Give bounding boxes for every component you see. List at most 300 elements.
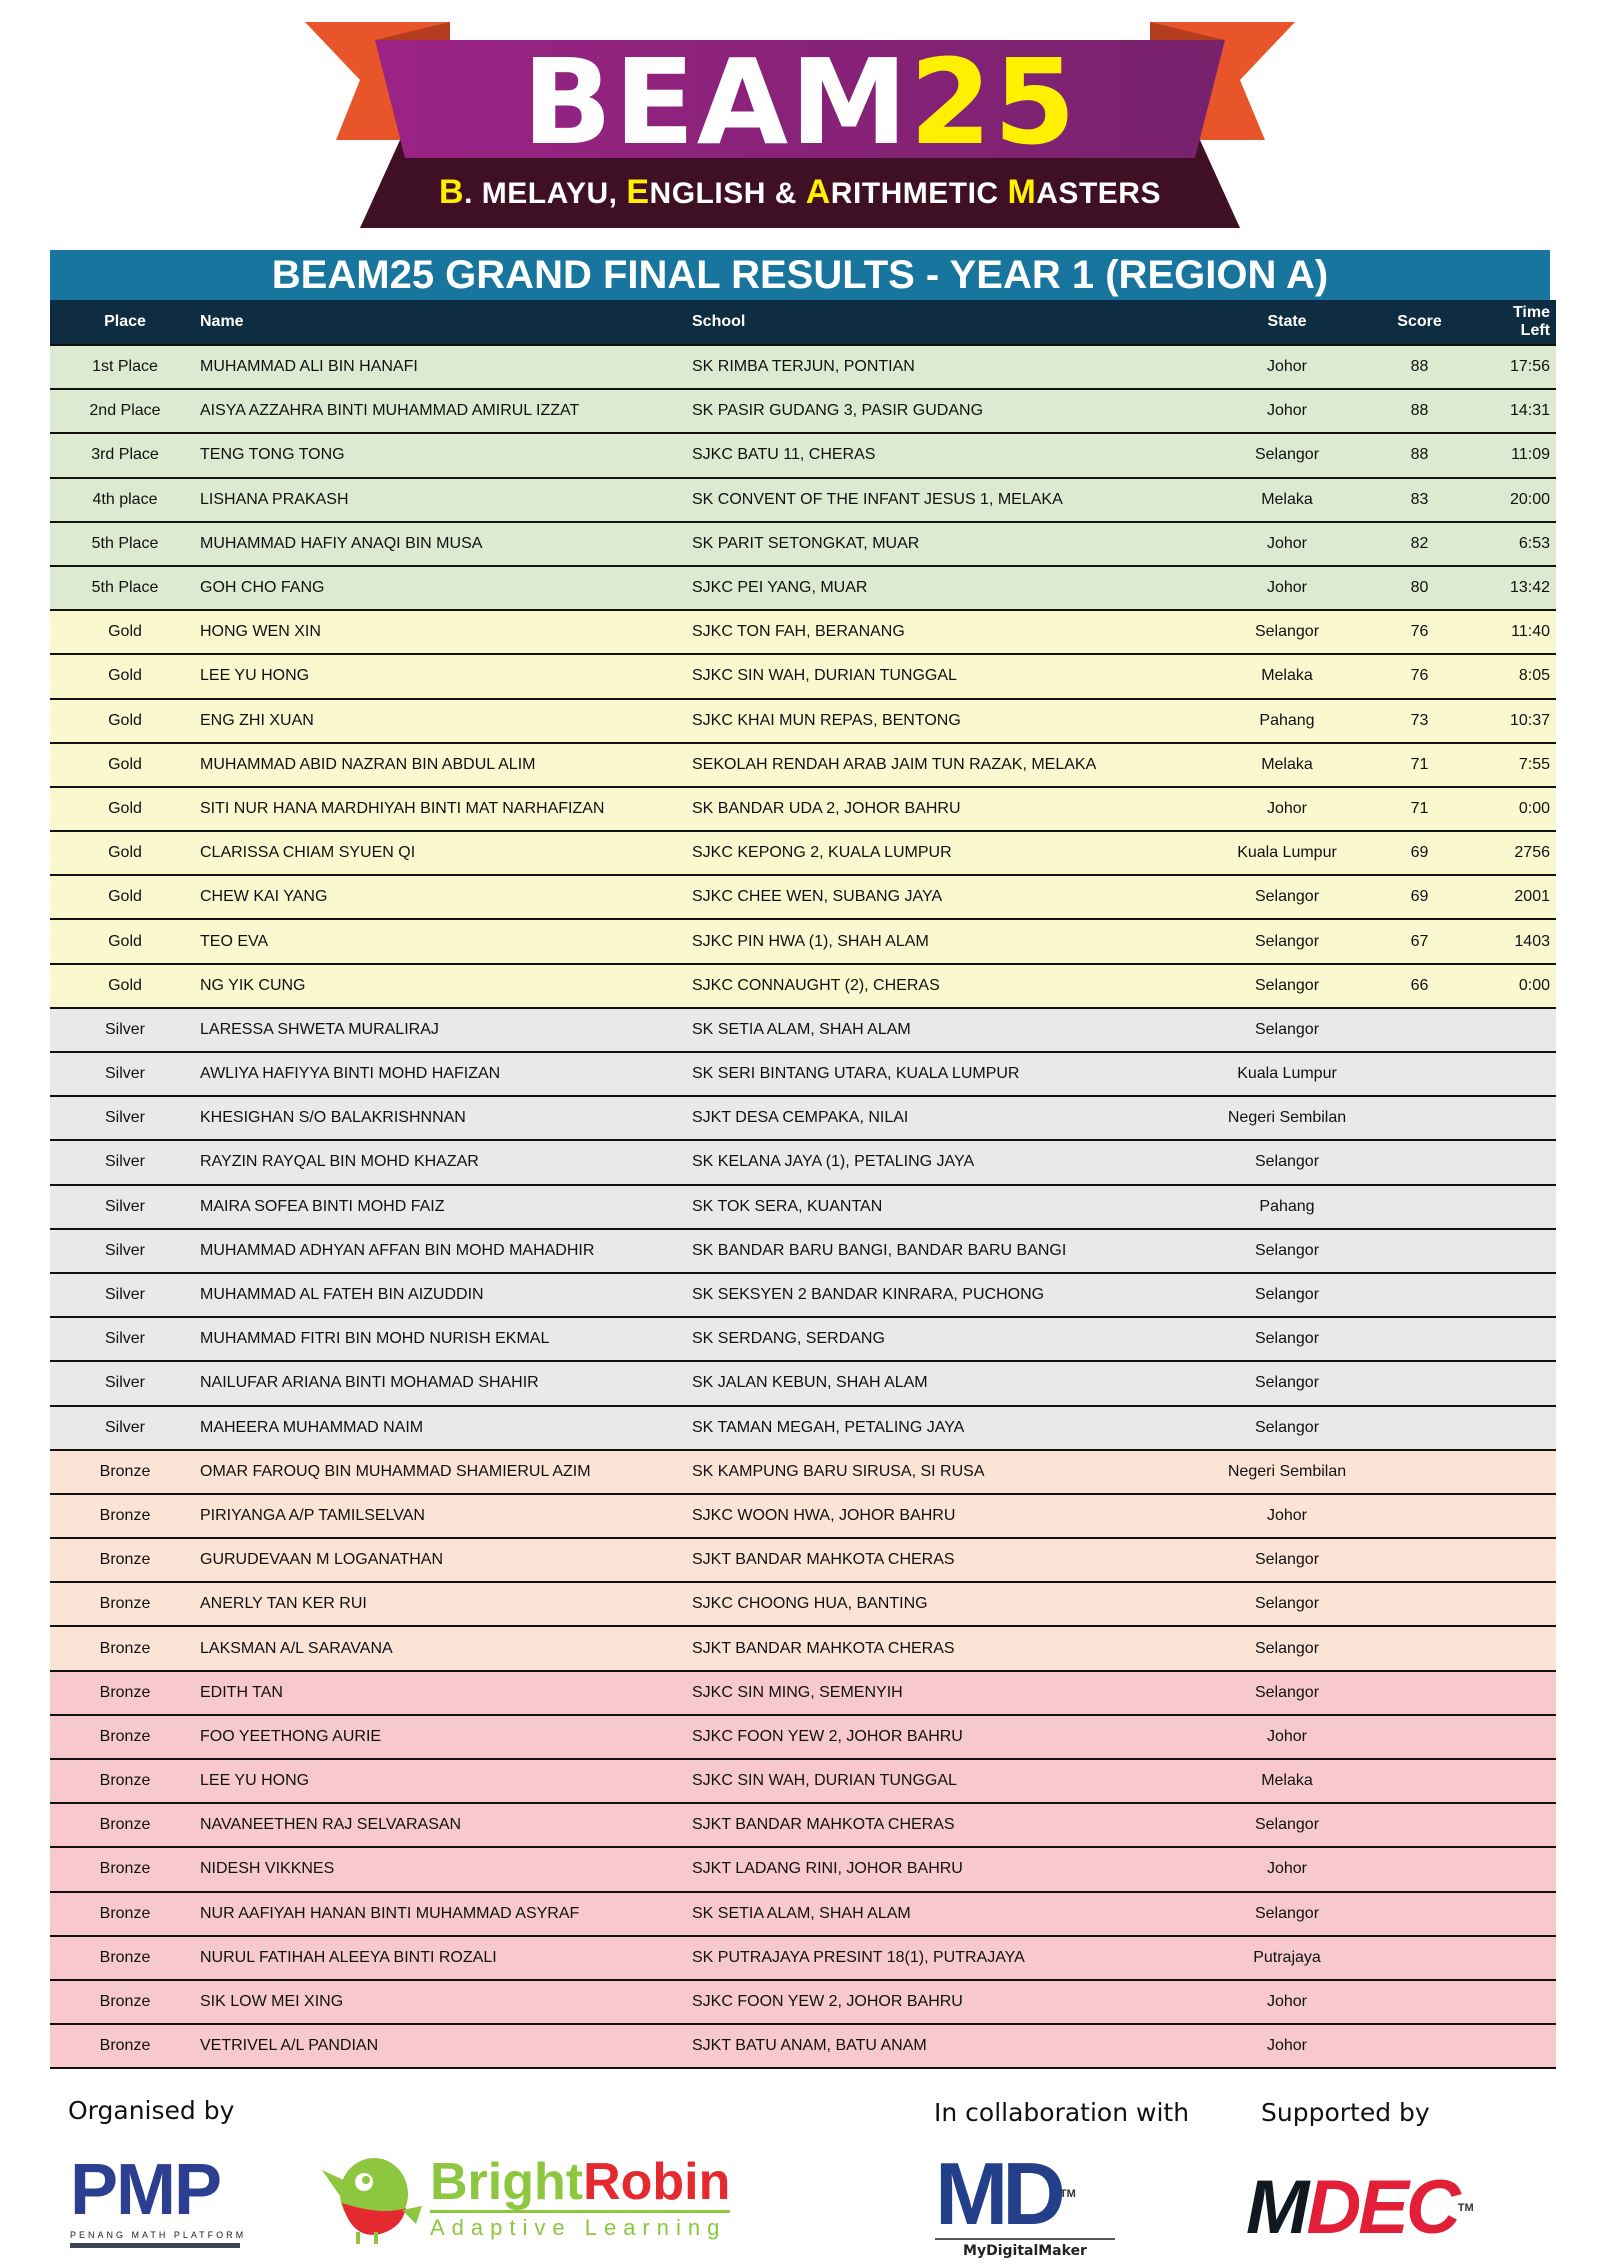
cell-time-left	[1482, 1317, 1556, 1361]
cell-place: Gold	[50, 654, 200, 698]
cell-place: 1st Place	[50, 345, 200, 389]
cell-place: Bronze	[50, 1892, 200, 1936]
table-row	[50, 1494, 1556, 1538]
cell-school: SJKC PEI YANG, MUAR	[692, 566, 1217, 610]
cell-school: SJKT BANDAR MAHKOTA CHERAS	[692, 1538, 1217, 1582]
collaboration-label: In collaboration with	[934, 2098, 1190, 2127]
cell-state: Selangor	[1217, 1140, 1357, 1184]
cell-state: Johor	[1217, 2024, 1357, 2068]
cell-place: Bronze	[50, 1626, 200, 1670]
cell-time-left: 0:00	[1482, 964, 1556, 1008]
cell-school: SK PASIR GUDANG 3, PASIR GUDANG	[692, 389, 1217, 433]
cell-name: MUHAMMAD ADHYAN AFFAN BIN MOHD MAHADHIR	[200, 1229, 692, 1273]
mydigitalmaker-logo	[935, 2144, 1115, 2259]
cell-state: Melaka	[1217, 654, 1357, 698]
cell-place: Bronze	[50, 1538, 200, 1582]
cell-state: Johor	[1217, 1980, 1357, 2024]
cell-place: Silver	[50, 1096, 200, 1140]
cell-place: 2nd Place	[50, 389, 200, 433]
cell-name: MUHAMMAD FITRI BIN MOHD NURISH EKMAL	[200, 1317, 692, 1361]
cell-place: Silver	[50, 1008, 200, 1052]
cell-state: Johor	[1217, 566, 1357, 610]
subtitle-initial: B	[439, 173, 465, 211]
cell-name: SIK LOW MEI XING	[200, 1980, 692, 2024]
cell-school: SJKT BANDAR MAHKOTA CHERAS	[692, 1626, 1217, 1670]
cell-time-left: 2001	[1482, 875, 1556, 919]
cell-time-left: 7:55	[1482, 743, 1556, 787]
table-row	[50, 1671, 1556, 1715]
mdec-trademark: TM	[1457, 2202, 1474, 2214]
cell-score: 69	[1357, 875, 1482, 919]
table-header-row	[50, 300, 1556, 345]
cell-score: 88	[1357, 345, 1482, 389]
cell-name: NIDESH VIKKNES	[200, 1847, 692, 1891]
pmp-logo	[70, 2150, 247, 2248]
table-row	[50, 345, 1556, 389]
table-row	[50, 1626, 1556, 1670]
cell-score: 67	[1357, 919, 1482, 963]
cell-place: Bronze	[50, 1582, 200, 1626]
cell-name: NAILUFAR ARIANA BINTI MOHAMAD SHAHIR	[200, 1361, 692, 1405]
cell-school: SJKT BANDAR MAHKOTA CHERAS	[692, 1803, 1217, 1847]
banner-subtitle	[300, 174, 1300, 212]
cell-score: 71	[1357, 787, 1482, 831]
table-row	[50, 1361, 1556, 1405]
cell-score	[1357, 1494, 1482, 1538]
cell-name: MAHEERA MUHAMMAD NAIM	[200, 1406, 692, 1450]
cell-place: 3rd Place	[50, 433, 200, 477]
cell-time-left	[1482, 1582, 1556, 1626]
cell-state: Johor	[1217, 1494, 1357, 1538]
cell-name: AWLIYA HAFIYYA BINTI MOHD HAFIZAN	[200, 1052, 692, 1096]
cell-place: Silver	[50, 1317, 200, 1361]
cell-place: Silver	[50, 1052, 200, 1096]
cell-time-left: 20:00	[1482, 478, 1556, 522]
cell-school: SK BANDAR BARU BANGI, BANDAR BARU BANGI	[692, 1229, 1217, 1273]
cell-score: 76	[1357, 610, 1482, 654]
cell-name: OMAR FAROUQ BIN MUHAMMAD SHAMIERUL AZIM	[200, 1450, 692, 1494]
cell-place: Silver	[50, 1229, 200, 1273]
cell-place: 5th Place	[50, 522, 200, 566]
brightrobin-bright: Bright	[430, 2153, 584, 2211]
cell-score	[1357, 1847, 1482, 1891]
cell-score	[1357, 1450, 1482, 1494]
table-row	[50, 1052, 1556, 1096]
cell-name: TENG TONG TONG	[200, 433, 692, 477]
cell-state: Johor	[1217, 1847, 1357, 1891]
cell-school: SJKC FOON YEW 2, JOHOR BAHRU	[692, 1715, 1217, 1759]
cell-time-left	[1482, 1096, 1556, 1140]
cell-school: SK SERDANG, SERDANG	[692, 1317, 1217, 1361]
subtitle-initial: E	[626, 173, 650, 211]
cell-score	[1357, 1096, 1482, 1140]
cell-state: Selangor	[1217, 1626, 1357, 1670]
cell-state: Johor	[1217, 1715, 1357, 1759]
cell-name: NAVANEETHEN RAJ SELVARASAN	[200, 1803, 692, 1847]
table-row	[50, 654, 1556, 698]
cell-score	[1357, 1361, 1482, 1405]
cell-score: 80	[1357, 566, 1482, 610]
cell-time-left: 0:00	[1482, 787, 1556, 831]
cell-school: SK KELANA JAYA (1), PETALING JAYA	[692, 1140, 1217, 1184]
cell-place: 4th place	[50, 478, 200, 522]
cell-state: Pahang	[1217, 1185, 1357, 1229]
cell-time-left: 1403	[1482, 919, 1556, 963]
cell-time-left	[1482, 1406, 1556, 1450]
cell-school: SK TAMAN MEGAH, PETALING JAYA	[692, 1406, 1217, 1450]
md-logo-subtitle: MyDigitalMaker	[935, 2238, 1115, 2259]
table-row	[50, 831, 1556, 875]
cell-school: SJKT LADANG RINI, JOHOR BAHRU	[692, 1847, 1217, 1891]
header-place: Place	[50, 300, 200, 345]
cell-time-left	[1482, 1450, 1556, 1494]
cell-place: Gold	[50, 831, 200, 875]
cell-time-left	[1482, 1892, 1556, 1936]
header-time-left: Time Left	[1482, 300, 1556, 345]
cell-score: 83	[1357, 478, 1482, 522]
cell-place: Bronze	[50, 1980, 200, 2024]
cell-time-left	[1482, 1715, 1556, 1759]
table-row	[50, 1096, 1556, 1140]
cell-time-left	[1482, 1803, 1556, 1847]
cell-state: Negeri Sembilan	[1217, 1450, 1357, 1494]
cell-score	[1357, 1052, 1482, 1096]
cell-school: SK PARIT SETONGKAT, MUAR	[692, 522, 1217, 566]
cell-name: VETRIVEL A/L PANDIAN	[200, 2024, 692, 2068]
cell-score	[1357, 1715, 1482, 1759]
cell-state: Melaka	[1217, 743, 1357, 787]
table-row	[50, 2024, 1556, 2068]
table-row	[50, 1538, 1556, 1582]
cell-place: Bronze	[50, 1936, 200, 1980]
table-row	[50, 1406, 1556, 1450]
cell-score: 71	[1357, 743, 1482, 787]
table-row	[50, 1185, 1556, 1229]
cell-name: CLARISSA CHIAM SYUEN QI	[200, 831, 692, 875]
table-row	[50, 919, 1556, 963]
cell-name: TEO EVA	[200, 919, 692, 963]
cell-name: HONG WEN XIN	[200, 610, 692, 654]
cell-state: Johor	[1217, 522, 1357, 566]
robin-bird-icon	[322, 2148, 422, 2248]
cell-school: SJKC CHOONG HUA, BANTING	[692, 1582, 1217, 1626]
subtitle-initial: A	[805, 173, 831, 211]
cell-time-left	[1482, 1185, 1556, 1229]
table-row	[50, 566, 1556, 610]
cell-state: Selangor	[1217, 433, 1357, 477]
cell-state: Selangor	[1217, 1892, 1357, 1936]
subtitle-text: RITHMETIC	[830, 177, 1008, 210]
table-row	[50, 1715, 1556, 1759]
cell-state: Kuala Lumpur	[1217, 831, 1357, 875]
md-letters: MD	[935, 2144, 1060, 2243]
cell-school: SEKOLAH RENDAH ARAB JAIM TUN RAZAK, MELAKA	[692, 743, 1217, 787]
cell-name: NURUL FATIHAH ALEEYA BINTI ROZALI	[200, 1936, 692, 1980]
cell-time-left	[1482, 1008, 1556, 1052]
cell-name: MUHAMMAD ABID NAZRAN BIN ABDUL ALIM	[200, 743, 692, 787]
cell-school: SK SEKSYEN 2 BANDAR KINRARA, PUCHONG	[692, 1273, 1217, 1317]
cell-place: Gold	[50, 875, 200, 919]
cell-name: NUR AAFIYAH HANAN BINTI MUHAMMAD ASYRAF	[200, 1892, 692, 1936]
cell-school: SK SETIA ALAM, SHAH ALAM	[692, 1892, 1217, 1936]
cell-place: Gold	[50, 610, 200, 654]
organised-by-label: Organised by	[68, 2096, 235, 2125]
table-row	[50, 875, 1556, 919]
cell-school: SJKC SIN WAH, DURIAN TUNGGAL	[692, 1759, 1217, 1803]
cell-state: Negeri Sembilan	[1217, 1096, 1357, 1140]
cell-place: Gold	[50, 743, 200, 787]
cell-state: Kuala Lumpur	[1217, 1052, 1357, 1096]
subtitle-initial: M	[1007, 173, 1037, 211]
cell-name: KHESIGHAN S/O BALAKRISHNNAN	[200, 1096, 692, 1140]
table-row	[50, 1847, 1556, 1891]
cell-name: RAYZIN RAYQAL BIN MOHD KHAZAR	[200, 1140, 692, 1184]
cell-name: CHEW KAI YANG	[200, 875, 692, 919]
cell-name: LISHANA PRAKASH	[200, 478, 692, 522]
cell-school: SK SERI BINTANG UTARA, KUALA LUMPUR	[692, 1052, 1217, 1096]
cell-state: Selangor	[1217, 610, 1357, 654]
cell-school: SJKC CHEE WEN, SUBANG JAYA	[692, 875, 1217, 919]
pmp-logo-bar	[70, 2243, 240, 2248]
table-row	[50, 1317, 1556, 1361]
table-row	[50, 1980, 1556, 2024]
cell-score: 88	[1357, 433, 1482, 477]
cell-name: LAKSMAN A/L SARAVANA	[200, 1626, 692, 1670]
cell-state: Johor	[1217, 787, 1357, 831]
table-row	[50, 1140, 1556, 1184]
cell-place: Gold	[50, 919, 200, 963]
cell-time-left	[1482, 2024, 1556, 2068]
header-name: Name	[200, 300, 692, 345]
cell-place: 5th Place	[50, 566, 200, 610]
table-row	[50, 478, 1556, 522]
cell-state: Selangor	[1217, 1803, 1357, 1847]
cell-name: FOO YEETHONG AURIE	[200, 1715, 692, 1759]
table-row	[50, 1759, 1556, 1803]
cell-name: LEE YU HONG	[200, 654, 692, 698]
cell-place: Silver	[50, 1361, 200, 1405]
cell-time-left	[1482, 1936, 1556, 1980]
cell-score	[1357, 1759, 1482, 1803]
cell-time-left	[1482, 1494, 1556, 1538]
table-row	[50, 610, 1556, 654]
cell-time-left	[1482, 1538, 1556, 1582]
cell-name: AISYA AZZAHRA BINTI MUHAMMAD AMIRUL IZZAT	[200, 389, 692, 433]
header-school: School	[692, 300, 1217, 345]
table-row	[50, 1008, 1556, 1052]
pmp-logo-letters: PMP	[70, 2150, 221, 2230]
cell-place: Bronze	[50, 1671, 200, 1715]
cell-place: Bronze	[50, 1803, 200, 1847]
table-row	[50, 1273, 1556, 1317]
cell-school: SJKC FOON YEW 2, JOHOR BAHRU	[692, 1980, 1217, 2024]
cell-name: GOH CHO FANG	[200, 566, 692, 610]
cell-place: Silver	[50, 1273, 200, 1317]
md-trademark: TM	[1059, 2188, 1076, 2200]
cell-state: Selangor	[1217, 1538, 1357, 1582]
cell-school: SJKC TON FAH, BERANANG	[692, 610, 1217, 654]
cell-score	[1357, 1273, 1482, 1317]
cell-school: SJKC CONNAUGHT (2), CHERAS	[692, 964, 1217, 1008]
cell-score	[1357, 1317, 1482, 1361]
cell-name: MAIRA SOFEA BINTI MOHD FAIZ	[200, 1185, 692, 1229]
cell-school: SK JALAN KEBUN, SHAH ALAM	[692, 1361, 1217, 1405]
cell-score	[1357, 1626, 1482, 1670]
md-logo-letters	[935, 2144, 1115, 2243]
cell-name: GURUDEVAAN M LOGANATHAN	[200, 1538, 692, 1582]
cell-place: Bronze	[50, 1715, 200, 1759]
cell-school: SK PUTRAJAYA PRESINT 18(1), PUTRAJAYA	[692, 1936, 1217, 1980]
cell-place: Bronze	[50, 2024, 200, 2068]
cell-time-left	[1482, 1671, 1556, 1715]
cell-state: Selangor	[1217, 1008, 1357, 1052]
table-row	[50, 433, 1556, 477]
cell-name: ENG ZHI XUAN	[200, 699, 692, 743]
cell-place: Gold	[50, 787, 200, 831]
cell-school: SK KAMPUNG BARU SIRUSA, SI RUSA	[692, 1450, 1217, 1494]
table-row	[50, 787, 1556, 831]
cell-place: Bronze	[50, 1847, 200, 1891]
cell-school: SK BANDAR UDA 2, JOHOR BAHRU	[692, 787, 1217, 831]
results-table	[50, 300, 1556, 2069]
cell-name: PIRIYANGA A/P TAMILSELVAN	[200, 1494, 692, 1538]
title-beam: BEAM	[522, 33, 910, 171]
cell-score	[1357, 1671, 1482, 1715]
subtitle-text: . MELAYU,	[464, 177, 627, 210]
table-row	[50, 743, 1556, 787]
cell-score	[1357, 1538, 1482, 1582]
cell-time-left	[1482, 1626, 1556, 1670]
cell-score	[1357, 1406, 1482, 1450]
cell-time-left	[1482, 1229, 1556, 1273]
cell-state: Selangor	[1217, 964, 1357, 1008]
table-row	[50, 1450, 1556, 1494]
pmp-logo-subtitle: PENANG MATH PLATFORM	[70, 2230, 247, 2240]
banner-title	[300, 33, 1300, 171]
cell-place: Bronze	[50, 1759, 200, 1803]
cell-school: SK TOK SERA, KUANTAN	[692, 1185, 1217, 1229]
mdec-logo	[1246, 2165, 1474, 2250]
cell-time-left	[1482, 1140, 1556, 1184]
cell-school: SJKT BATU ANAM, BATU ANAM	[692, 2024, 1217, 2068]
table-row	[50, 1803, 1556, 1847]
cell-place: Bronze	[50, 1494, 200, 1538]
cell-score: 82	[1357, 522, 1482, 566]
cell-name: LEE YU HONG	[200, 1759, 692, 1803]
cell-place: Silver	[50, 1185, 200, 1229]
cell-score	[1357, 1229, 1482, 1273]
cell-school: SK CONVENT OF THE INFANT JESUS 1, MELAKA	[692, 478, 1217, 522]
table-row	[50, 1892, 1556, 1936]
cell-state: Melaka	[1217, 1759, 1357, 1803]
cell-time-left: 11:09	[1482, 433, 1556, 477]
cell-state: Pahang	[1217, 699, 1357, 743]
cell-state: Johor	[1217, 389, 1357, 433]
cell-state: Johor	[1217, 345, 1357, 389]
cell-school: SJKC SIN WAH, DURIAN TUNGGAL	[692, 654, 1217, 698]
cell-name: MUHAMMAD AL FATEH BIN AIZUDDIN	[200, 1273, 692, 1317]
cell-score	[1357, 1803, 1482, 1847]
title-year: 25	[909, 33, 1078, 171]
cell-state: Putrajaya	[1217, 1936, 1357, 1980]
cell-school: SJKC SIN MING, SEMENYIH	[692, 1671, 1217, 1715]
cell-name: ANERLY TAN KER RUI	[200, 1582, 692, 1626]
header-score: Score	[1357, 300, 1482, 345]
cell-score	[1357, 1582, 1482, 1626]
cell-state: Selangor	[1217, 1361, 1357, 1405]
cell-name: EDITH TAN	[200, 1671, 692, 1715]
cell-time-left: 11:40	[1482, 610, 1556, 654]
cell-time-left	[1482, 1052, 1556, 1096]
cell-state: Selangor	[1217, 1273, 1357, 1317]
cell-score	[1357, 1008, 1482, 1052]
cell-time-left: 14:31	[1482, 389, 1556, 433]
brightrobin-tagline: Adaptive Learning	[430, 2210, 730, 2241]
cell-school: SK RIMBA TERJUN, PONTIAN	[692, 345, 1217, 389]
supported-by-label: Supported by	[1261, 2098, 1430, 2127]
cell-school: SJKC WOON HWA, JOHOR BAHRU	[692, 1494, 1217, 1538]
subtitle-text: ASTERS	[1036, 177, 1161, 210]
cell-name: SITI NUR HANA MARDHIYAH BINTI MAT NARHAFIZAN	[200, 787, 692, 831]
cell-score	[1357, 1140, 1482, 1184]
cell-place: Silver	[50, 1140, 200, 1184]
cell-school: SJKC BATU 11, CHERAS	[692, 433, 1217, 477]
cell-state: Selangor	[1217, 1406, 1357, 1450]
cell-time-left: 8:05	[1482, 654, 1556, 698]
cell-time-left	[1482, 1361, 1556, 1405]
cell-score: 66	[1357, 964, 1482, 1008]
brightrobin-wordmark	[430, 2154, 730, 2210]
cell-state: Selangor	[1217, 875, 1357, 919]
cell-school: SJKT DESA CEMPAKA, NILAI	[692, 1096, 1217, 1140]
cell-score: 69	[1357, 831, 1482, 875]
cell-time-left: 6:53	[1482, 522, 1556, 566]
cell-name: MUHAMMAD HAFIY ANAQI BIN MUSA	[200, 522, 692, 566]
cell-place: Silver	[50, 1406, 200, 1450]
cell-school: SJKC PIN HWA (1), SHAH ALAM	[692, 919, 1217, 963]
cell-state: Selangor	[1217, 1229, 1357, 1273]
subtitle-text: NGLISH &	[649, 177, 806, 210]
cell-place: Gold	[50, 699, 200, 743]
cell-name: LARESSA SHWETA MURALIRAJ	[200, 1008, 692, 1052]
beam25-banner	[300, 0, 1300, 240]
cell-score	[1357, 1892, 1482, 1936]
header-state: State	[1217, 300, 1357, 345]
cell-time-left	[1482, 1273, 1556, 1317]
table-row	[50, 964, 1556, 1008]
cell-school: SJKC KEPONG 2, KUALA LUMPUR	[692, 831, 1217, 875]
cell-state: Melaka	[1217, 478, 1357, 522]
table-row	[50, 389, 1556, 433]
brightrobin-robin: Robin	[583, 2153, 731, 2211]
cell-time-left: 17:56	[1482, 345, 1556, 389]
cell-place: Bronze	[50, 1450, 200, 1494]
cell-state: Selangor	[1217, 1582, 1357, 1626]
cell-school: SJKC KHAI MUN REPAS, BENTONG	[692, 699, 1217, 743]
table-row	[50, 1936, 1556, 1980]
cell-score: 73	[1357, 699, 1482, 743]
cell-score	[1357, 1980, 1482, 2024]
cell-score	[1357, 1185, 1482, 1229]
results-title: BEAM25 GRAND FINAL RESULTS - YEAR 1 (REGION A)	[50, 250, 1550, 300]
cell-school: SK SETIA ALAM, SHAH ALAM	[692, 1008, 1217, 1052]
cell-time-left: 13:42	[1482, 566, 1556, 610]
cell-state: Selangor	[1217, 1317, 1357, 1361]
cell-score: 88	[1357, 389, 1482, 433]
mdec-m: M	[1246, 2165, 1307, 2250]
cell-state: Selangor	[1217, 919, 1357, 963]
cell-time-left: 10:37	[1482, 699, 1556, 743]
